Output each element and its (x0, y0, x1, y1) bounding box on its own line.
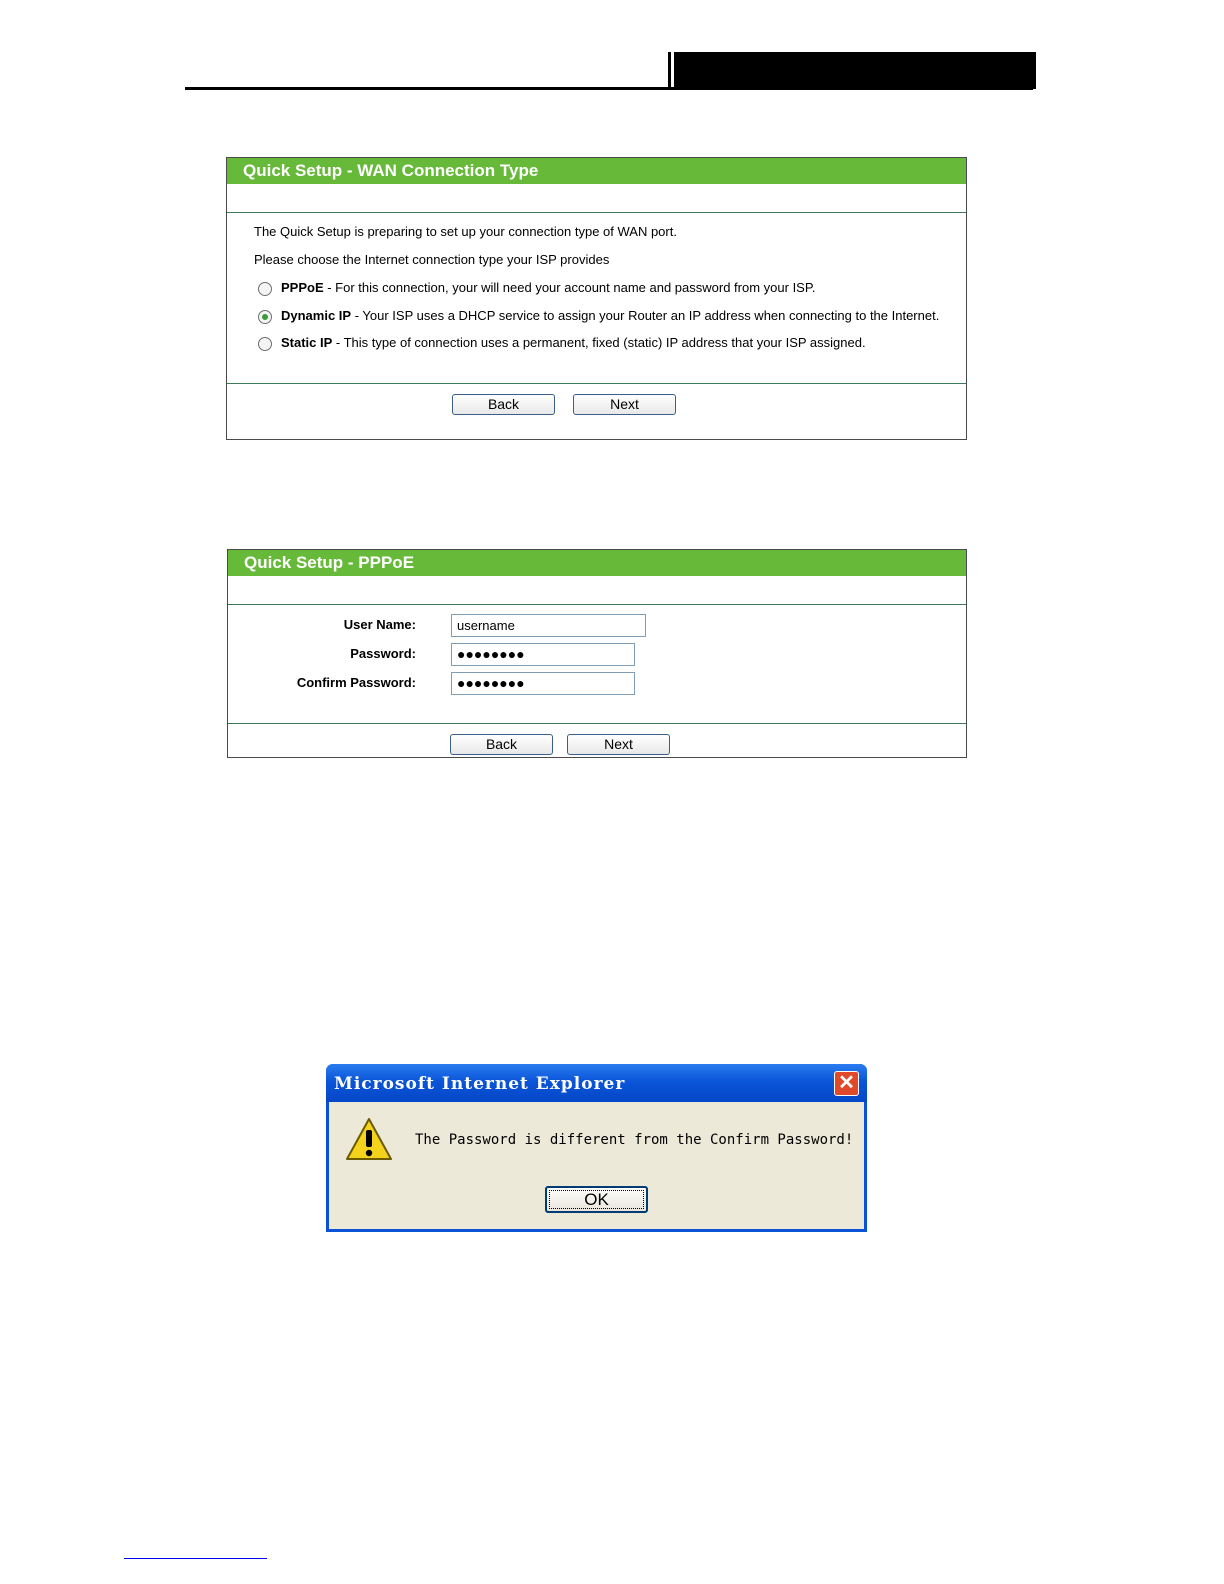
radio-static-ip[interactable] (258, 337, 272, 351)
panel-title: Quick Setup - WAN Connection Type (227, 158, 966, 184)
password-input[interactable]: ●●●●●●●● (451, 643, 635, 666)
pppoe-panel (227, 549, 967, 758)
radio-pppoe[interactable] (258, 282, 272, 296)
next-button[interactable]: Next (567, 734, 670, 755)
username-label: User Name: (343, 617, 416, 632)
option-static-ip-name: Static IP (281, 335, 333, 350)
confirm-password-row (228, 672, 966, 695)
back-button[interactable]: Back (450, 734, 553, 755)
option-pppoe-name: PPPoE (281, 280, 324, 295)
intro-text: The Quick Setup is preparing to set up your connection type of WAN port. (254, 224, 677, 239)
header-rule (185, 87, 1033, 90)
option-dynamic-ip[interactable] (254, 308, 966, 336)
option-pppoe[interactable] (254, 280, 966, 308)
header-black-tab (671, 52, 1036, 89)
password-row (228, 643, 966, 666)
username-input[interactable] (451, 614, 646, 637)
dialog-message: The Password is different from the Confirm Password! (415, 1132, 854, 1148)
footnote-rule (124, 1558, 267, 1559)
panel-strip (227, 184, 966, 213)
dialog-title: Microsoft Internet Explorer (334, 1074, 626, 1094)
prompt-text: Please choose the Internet connection type your ISP provides (254, 251, 610, 267)
back-button[interactable]: Back (452, 394, 555, 415)
dialog-client (329, 1102, 864, 1229)
username-row (228, 614, 966, 637)
dialog-titlebar (326, 1064, 867, 1102)
next-button[interactable]: Next (573, 394, 676, 415)
wan-connection-type-panel (226, 157, 967, 440)
ok-button[interactable]: OK (545, 1186, 648, 1213)
option-static-ip[interactable] (254, 335, 966, 363)
option-pppoe-desc: - For this connection, your will need your account name and password from your ISP. (323, 280, 816, 295)
warning-icon (345, 1116, 393, 1164)
radio-dynamic-ip[interactable] (258, 310, 272, 324)
option-static-ip-desc: - This type of connection uses a permanent, fixed (static) IP address that your ISP assigned. (332, 335, 866, 350)
panel-footer (228, 723, 966, 757)
password-label: Password: (350, 646, 416, 661)
panel-strip (228, 576, 966, 605)
option-dynamic-ip-name: Dynamic IP (281, 307, 352, 323)
ie-alert-dialog (326, 1064, 867, 1232)
panel-body (227, 213, 966, 363)
option-dynamic-ip-desc: - Your ISP uses a DHCP service to assign your Router an IP address when connecting to the Internet. (351, 307, 940, 323)
confirm-password-input[interactable]: ●●●●●●●● (451, 672, 635, 695)
panel-title: Quick Setup - PPPoE (228, 550, 966, 576)
close-icon[interactable]: ✕ (834, 1071, 859, 1096)
confirm-password-label: Confirm Password: (296, 675, 416, 690)
panel-footer (227, 383, 966, 439)
